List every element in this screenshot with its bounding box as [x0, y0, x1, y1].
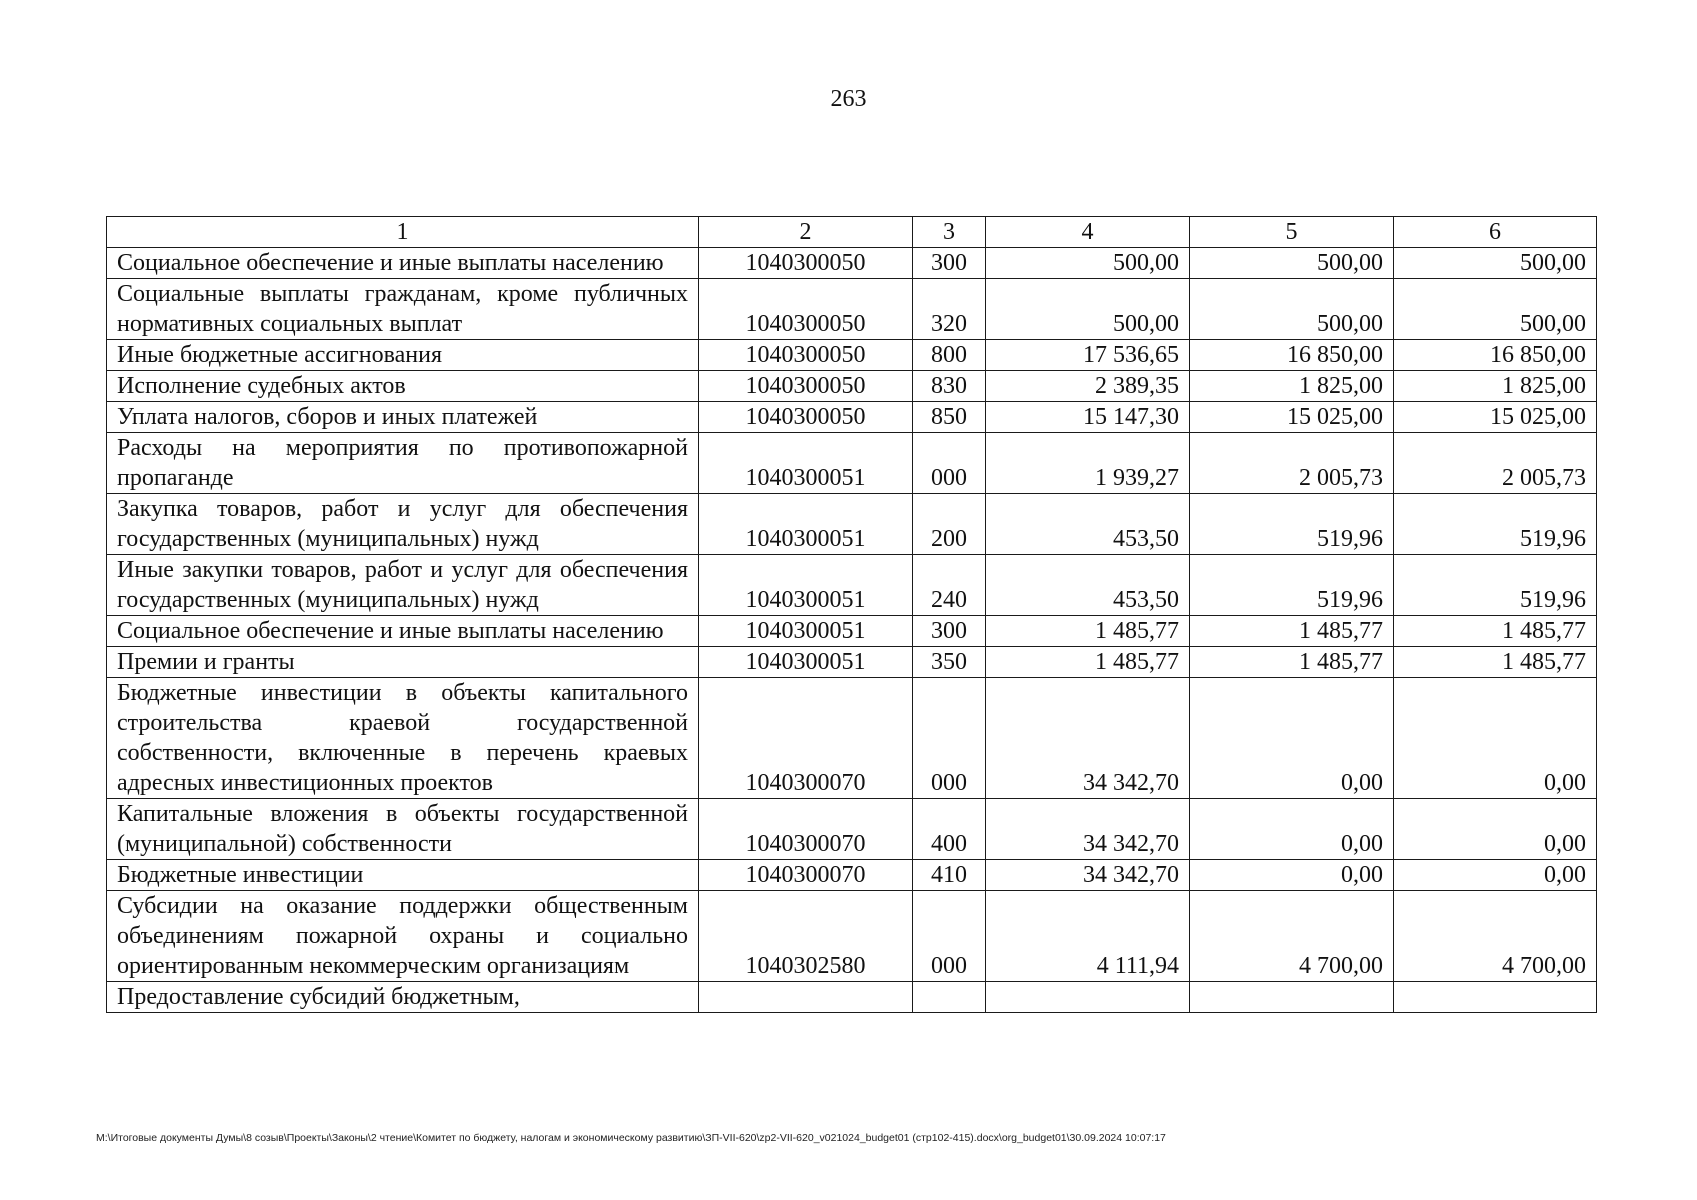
table-row: [107, 279, 1597, 340]
table-row: [107, 982, 1597, 1013]
row-value-col5-cell: 1 485,77: [1190, 616, 1394, 647]
row-code-cell: 1040300050: [699, 371, 913, 402]
row-name-cell: Закупка товаров, работ и услуг для обеспечения государственных (муниципальных) нужд: [107, 494, 699, 555]
document-path-footer: M:\Итоговые документы Думы\8 созыв\Проекты\Законы\2 чтение\Комитет по бюджету, налогам и экономическому развитию\ЗП-VII-620\zp2-VII-620_v021024_budget01 (стр102-415).docx\org_budget01\30.09.2024 10:07:17: [96, 1132, 1166, 1144]
row-value-col4-cell: 453,50: [986, 494, 1190, 555]
table-row: [107, 433, 1597, 494]
row-value-col4-cell: 4 111,94: [986, 891, 1190, 982]
row-name-cell: Социальное обеспечение и иные выплаты населению: [107, 616, 699, 647]
row-type-cell: 320: [913, 279, 986, 340]
row-name-cell: Расходы на мероприятия по противопожарной пропаганде: [107, 433, 699, 494]
column-header: 4: [986, 217, 1190, 248]
row-type-cell: 000: [913, 891, 986, 982]
row-value-col5-cell: 500,00: [1190, 248, 1394, 279]
row-name-cell: Уплата налогов, сборов и иных платежей: [107, 402, 699, 433]
row-code-cell: 1040300051: [699, 616, 913, 647]
row-value-col4-cell: 1 485,77: [986, 616, 1190, 647]
row-value-col4-cell: 1 485,77: [986, 647, 1190, 678]
row-value-col4-cell: 2 389,35: [986, 371, 1190, 402]
row-value-col6-cell: 1 485,77: [1394, 616, 1597, 647]
table-row: [107, 371, 1597, 402]
row-value-col6-cell: 15 025,00: [1394, 402, 1597, 433]
row-value-col4-cell: 1 939,27: [986, 433, 1190, 494]
row-type-cell: 850: [913, 402, 986, 433]
row-type-cell: 800: [913, 340, 986, 371]
row-value-col5-cell: 519,96: [1190, 555, 1394, 616]
row-value-col4-cell: 500,00: [986, 279, 1190, 340]
row-type-cell: 300: [913, 248, 986, 279]
row-value-col6-cell: [1394, 982, 1597, 1013]
row-value-col6-cell: 1 825,00: [1394, 371, 1597, 402]
row-name-cell: Исполнение судебных актов: [107, 371, 699, 402]
table-row: [107, 402, 1597, 433]
table-row: [107, 678, 1597, 799]
row-type-cell: 830: [913, 371, 986, 402]
row-value-col5-cell: 0,00: [1190, 799, 1394, 860]
row-value-col5-cell: 0,00: [1190, 678, 1394, 799]
row-type-cell: 410: [913, 860, 986, 891]
row-type-cell: 350: [913, 647, 986, 678]
row-type-cell: 000: [913, 433, 986, 494]
row-value-col6-cell: 0,00: [1394, 860, 1597, 891]
row-name-cell: Предоставление субсидий бюджетным,: [107, 982, 699, 1013]
row-name-cell: Премии и гранты: [107, 647, 699, 678]
table-row: [107, 860, 1597, 891]
row-name-cell: Социальные выплаты гражданам, кроме публичных нормативных социальных выплат: [107, 279, 699, 340]
row-code-cell: 1040302580: [699, 891, 913, 982]
table-row: [107, 616, 1597, 647]
row-name-cell: Субсидии на оказание поддержки общественным объединениям пожарной охраны и социально ориентированным некоммерческим организациям: [107, 891, 699, 982]
row-code-cell: [699, 982, 913, 1013]
row-name-cell: Социальное обеспечение и иные выплаты населению: [107, 248, 699, 279]
row-value-col4-cell: 15 147,30: [986, 402, 1190, 433]
row-value-col4-cell: 34 342,70: [986, 860, 1190, 891]
row-value-col5-cell: [1190, 982, 1394, 1013]
row-name-cell: Бюджетные инвестиции в объекты капитального строительства краевой государственной собственности, включенные в перечень краевых адресных инвестиционных проектов: [107, 678, 699, 799]
row-value-col6-cell: 500,00: [1394, 248, 1597, 279]
column-header: 5: [1190, 217, 1394, 248]
row-type-cell: 200: [913, 494, 986, 555]
row-value-col6-cell: 500,00: [1394, 279, 1597, 340]
row-value-col6-cell: 519,96: [1394, 494, 1597, 555]
row-value-col5-cell: 1 485,77: [1190, 647, 1394, 678]
row-type-cell: 240: [913, 555, 986, 616]
row-type-cell: 300: [913, 616, 986, 647]
row-value-col6-cell: 0,00: [1394, 678, 1597, 799]
row-value-col4-cell: 34 342,70: [986, 678, 1190, 799]
row-value-col5-cell: 1 825,00: [1190, 371, 1394, 402]
budget-table: [106, 216, 1597, 1013]
row-value-col6-cell: 519,96: [1394, 555, 1597, 616]
row-value-col6-cell: 2 005,73: [1394, 433, 1597, 494]
row-value-col4-cell: [986, 982, 1190, 1013]
table-row: [107, 891, 1597, 982]
row-value-col6-cell: 16 850,00: [1394, 340, 1597, 371]
row-code-cell: 1040300050: [699, 248, 913, 279]
row-code-cell: 1040300051: [699, 433, 913, 494]
row-value-col4-cell: 453,50: [986, 555, 1190, 616]
row-name-cell: Капитальные вложения в объекты государственной (муниципальной) собственности: [107, 799, 699, 860]
row-name-cell: Иные бюджетные ассигнования: [107, 340, 699, 371]
row-value-col5-cell: 15 025,00: [1190, 402, 1394, 433]
table-row: [107, 340, 1597, 371]
row-value-col5-cell: 519,96: [1190, 494, 1394, 555]
row-name-cell: Иные закупки товаров, работ и услуг для обеспечения государственных (муниципальных) нужд: [107, 555, 699, 616]
row-value-col5-cell: 500,00: [1190, 279, 1394, 340]
column-header: 1: [107, 217, 699, 248]
row-type-cell: 000: [913, 678, 986, 799]
row-name-cell: Бюджетные инвестиции: [107, 860, 699, 891]
row-type-cell: 400: [913, 799, 986, 860]
column-header: 2: [699, 217, 913, 248]
row-code-cell: 1040300050: [699, 340, 913, 371]
row-value-col4-cell: 34 342,70: [986, 799, 1190, 860]
row-value-col6-cell: 1 485,77: [1394, 647, 1597, 678]
row-type-cell: [913, 982, 986, 1013]
table-row: [107, 555, 1597, 616]
row-value-col5-cell: 0,00: [1190, 860, 1394, 891]
row-code-cell: 1040300070: [699, 860, 913, 891]
row-value-col6-cell: 4 700,00: [1394, 891, 1597, 982]
table-row: [107, 494, 1597, 555]
row-code-cell: 1040300070: [699, 799, 913, 860]
column-header: 6: [1394, 217, 1597, 248]
table-row: [107, 248, 1597, 279]
page-number: 263: [830, 86, 867, 112]
row-code-cell: 1040300051: [699, 494, 913, 555]
row-value-col5-cell: 4 700,00: [1190, 891, 1394, 982]
row-value-col4-cell: 17 536,65: [986, 340, 1190, 371]
table-header-row: [107, 217, 1597, 248]
row-code-cell: 1040300050: [699, 402, 913, 433]
table-row: [107, 799, 1597, 860]
row-code-cell: 1040300070: [699, 678, 913, 799]
row-code-cell: 1040300051: [699, 647, 913, 678]
row-value-col4-cell: 500,00: [986, 248, 1190, 279]
row-value-col5-cell: 16 850,00: [1190, 340, 1394, 371]
row-value-col5-cell: 2 005,73: [1190, 433, 1394, 494]
row-value-col6-cell: 0,00: [1394, 799, 1597, 860]
table-row: [107, 647, 1597, 678]
column-header: 3: [913, 217, 986, 248]
row-code-cell: 1040300050: [699, 279, 913, 340]
row-code-cell: 1040300051: [699, 555, 913, 616]
